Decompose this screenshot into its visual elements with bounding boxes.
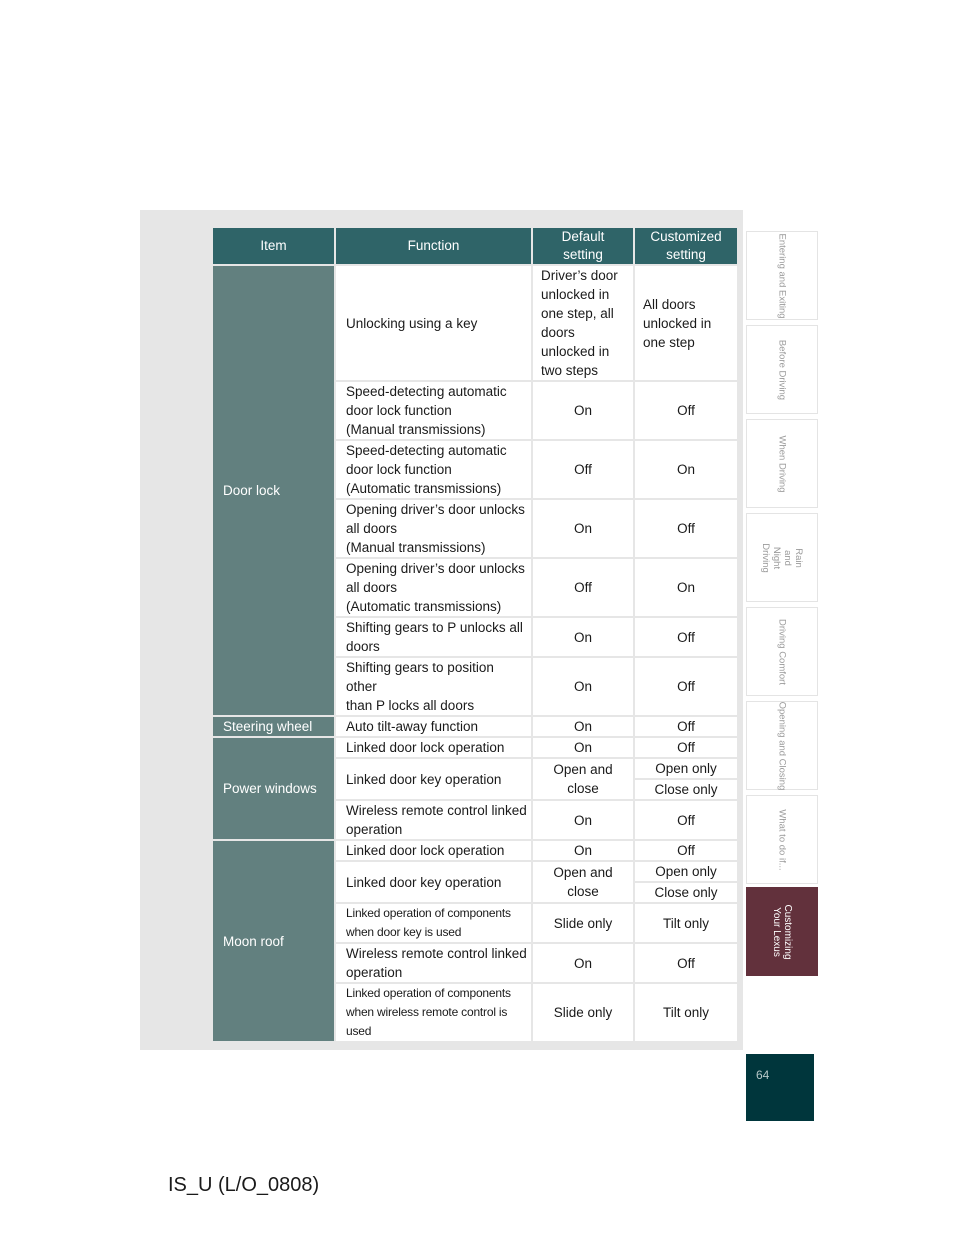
custom-cell: All doors unlocked in one step: [635, 266, 737, 380]
default-cell: On: [533, 382, 633, 439]
custom-cell: Off: [635, 717, 737, 736]
table-row: [213, 841, 737, 860]
tab-before-driving[interactable]: [746, 325, 818, 414]
default-cell: Slide only: [533, 984, 633, 1041]
custom-cell: Tilt only: [635, 984, 737, 1041]
tab-label: Rain and Night Driving: [760, 542, 804, 573]
tab-opening-and-closing[interactable]: [746, 701, 818, 790]
function-cell: Opening driver’s door unlocks all doors (Automatic transmissions): [336, 559, 531, 616]
table-header-row: [213, 228, 737, 264]
item-power-windows: Power windows: [213, 738, 334, 839]
function-cell: Unlocking using a key: [336, 266, 531, 380]
custom-cell: Off: [635, 658, 737, 715]
default-cell: Driver’s door unlocked in one step, all doors unlocked in two steps: [533, 266, 633, 380]
default-cell: Open and close: [533, 862, 633, 902]
default-cell: On: [533, 841, 633, 860]
customization-table: [211, 226, 739, 1043]
header-function: Function: [336, 228, 531, 264]
tab-label: What to do if...: [776, 808, 788, 871]
default-cell: On: [533, 738, 633, 757]
function-cell: Linked door key operation: [336, 759, 531, 799]
custom-cell: Off: [635, 841, 737, 860]
default-cell: On: [533, 618, 633, 656]
default-cell: On: [533, 658, 633, 715]
custom-cell: Off: [635, 738, 737, 757]
default-cell: On: [533, 944, 633, 982]
table-row: [213, 266, 737, 380]
tab-driving-comfort[interactable]: [746, 607, 818, 696]
item-steering-wheel: Steering wheel: [213, 717, 334, 736]
function-cell: Shifting gears to P unlocks all doors: [336, 618, 531, 656]
function-cell: Linked operation of components when door key is used: [336, 904, 531, 942]
custom-cell: Open only: [635, 862, 737, 881]
tab-entering-and-exiting[interactable]: [746, 231, 818, 320]
default-cell: On: [533, 500, 633, 557]
function-cell: Linked door lock operation: [336, 738, 531, 757]
function-cell: Speed-detecting automatic door lock function (Manual transmissions): [336, 382, 531, 439]
default-cell: On: [533, 801, 633, 839]
custom-cell: Off: [635, 500, 737, 557]
header-customized-setting: Customized setting: [635, 228, 737, 264]
tab-when-driving[interactable]: [746, 419, 818, 508]
custom-cell: Off: [635, 801, 737, 839]
page-number: 64: [756, 1068, 770, 1082]
function-cell: Opening driver’s door unlocks all doors (Manual transmissions): [336, 500, 531, 557]
page-number-box: [746, 1054, 814, 1121]
custom-cell: Tilt only: [635, 904, 737, 942]
tab-label: Entering and Exiting: [776, 232, 788, 319]
function-cell: Speed-detecting automatic door lock function (Automatic transmissions): [336, 441, 531, 498]
item-moon-roof: Moon roof: [213, 841, 334, 1041]
tab-label: When Driving: [776, 434, 788, 493]
custom-cell-2: Close only: [635, 883, 737, 902]
tab-label: Driving Comfort: [776, 618, 788, 685]
tab-label: Before Driving: [776, 339, 788, 400]
tab-what-to-do-if[interactable]: [746, 795, 818, 884]
custom-cell-2: Close only: [635, 780, 737, 799]
table-row: [213, 738, 737, 757]
item-door-lock: Door lock: [213, 266, 334, 715]
tab-rain-and-night-driving[interactable]: [746, 513, 818, 602]
function-cell: Linked door lock operation: [336, 841, 531, 860]
function-cell: Wireless remote control linked operation: [336, 944, 531, 982]
footer-code: IS_U (L/O_0808): [168, 1174, 320, 1196]
function-cell: Linked operation of components when wireless remote control is used: [336, 984, 531, 1041]
custom-cell: Off: [635, 382, 737, 439]
function-cell: Auto tilt-away function: [336, 717, 531, 736]
default-cell: Open and close: [533, 759, 633, 799]
function-cell: Shifting gears to position other than P locks all doors: [336, 658, 531, 715]
default-cell: Off: [533, 559, 633, 616]
table-row: [213, 717, 737, 736]
default-cell: On: [533, 717, 633, 736]
tab-label: Opening and Closing: [776, 701, 788, 790]
header-default-setting: Default setting: [533, 228, 633, 264]
tab-customizing-your-lexus[interactable]: [746, 887, 818, 976]
custom-cell: On: [635, 559, 737, 616]
default-cell: Slide only: [533, 904, 633, 942]
default-cell: Off: [533, 441, 633, 498]
function-cell: Wireless remote control linked operation: [336, 801, 531, 839]
function-cell: Linked door key operation: [336, 862, 531, 902]
tab-label: Customizing Your Lexus: [771, 903, 793, 960]
custom-cell: Open only: [635, 759, 737, 778]
custom-cell: Off: [635, 944, 737, 982]
custom-cell: Off: [635, 618, 737, 656]
header-item: Item: [213, 228, 334, 264]
custom-cell: On: [635, 441, 737, 498]
